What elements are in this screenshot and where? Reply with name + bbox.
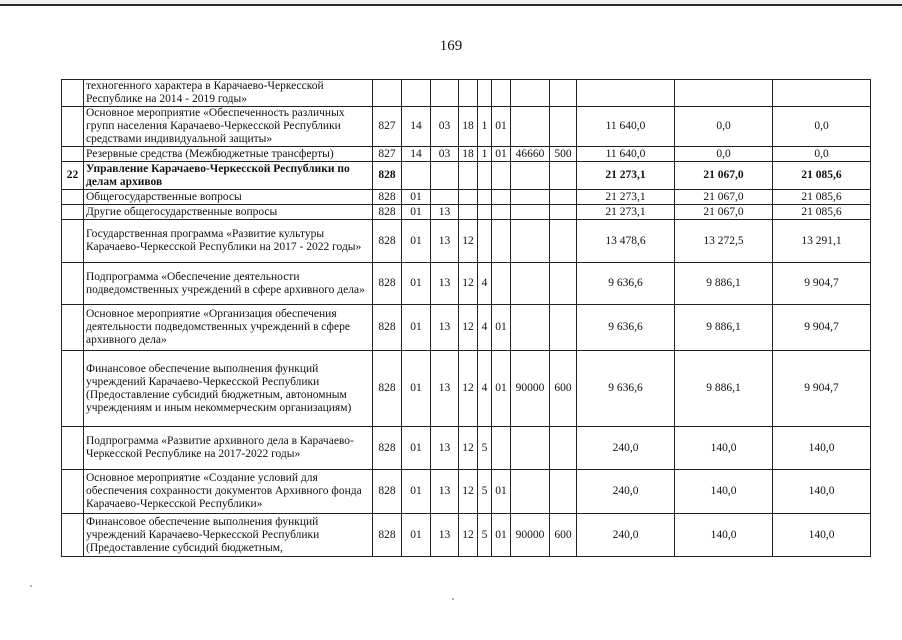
amount-year-1 xyxy=(577,80,675,107)
amount-year-2: 21 067,0 xyxy=(675,162,773,190)
code-program: 12 xyxy=(459,427,478,470)
code-activity: 01 xyxy=(492,107,511,147)
code-expense-type xyxy=(550,80,577,107)
code-subsection: 03 xyxy=(431,147,459,162)
amount-year-3: 9 904,7 xyxy=(773,305,871,351)
code-subprogram: 5 xyxy=(478,470,492,514)
table-row xyxy=(62,470,871,514)
amount-year-1: 9 636,6 xyxy=(577,263,675,305)
row-number xyxy=(62,107,84,147)
code-subsection: 13 xyxy=(431,351,459,427)
code-subsection xyxy=(431,190,459,205)
table-row xyxy=(62,162,871,190)
amount-year-1: 240,0 xyxy=(577,427,675,470)
code-direction xyxy=(511,305,550,351)
row-name: Подпрограмма «Обеспечение деятельности подведомственных учреждений в сфере архивного дела» xyxy=(84,263,373,305)
code-program xyxy=(459,162,478,190)
code-expense-type xyxy=(550,190,577,205)
row-name: Основное мероприятие «Организация обеспечения деятельности подведомственных учреждений в сфере архивного дела» xyxy=(84,305,373,351)
code-activity: 01 xyxy=(492,305,511,351)
table-row xyxy=(62,147,871,162)
code-ministry: 828 xyxy=(373,263,402,305)
code-expense-type: 500 xyxy=(550,147,577,162)
code-subsection: 13 xyxy=(431,305,459,351)
code-direction xyxy=(511,470,550,514)
code-ministry: 828 xyxy=(373,427,402,470)
code-activity: 01 xyxy=(492,470,511,514)
code-ministry: 828 xyxy=(373,190,402,205)
code-ministry: 828 xyxy=(373,470,402,514)
code-subprogram: 1 xyxy=(478,107,492,147)
code-program xyxy=(459,205,478,220)
amount-year-2: 9 886,1 xyxy=(675,351,773,427)
code-section: 01 xyxy=(402,427,431,470)
code-section: 01 xyxy=(402,351,431,427)
code-activity xyxy=(492,427,511,470)
row-name: Финансовое обеспечение выполнения функций учреждений Карачаево-Черкесской Республики (Предоставление субсидий бюджетным, автономным учреждениям и иным некоммерческим организациям) xyxy=(84,351,373,427)
code-section: 01 xyxy=(402,263,431,305)
amount-year-1: 21 273,1 xyxy=(577,190,675,205)
amount-year-2: 9 886,1 xyxy=(675,263,773,305)
amount-year-1: 9 636,6 xyxy=(577,351,675,427)
row-name: Другие общегосударственные вопросы xyxy=(84,205,373,220)
code-subsection: 13 xyxy=(431,514,459,557)
code-subprogram: 4 xyxy=(478,263,492,305)
code-section xyxy=(402,162,431,190)
code-ministry: 828 xyxy=(373,514,402,557)
row-number xyxy=(62,220,84,263)
code-program: 12 xyxy=(459,351,478,427)
code-program: 18 xyxy=(459,107,478,147)
code-direction xyxy=(511,80,550,107)
table-row xyxy=(62,220,871,263)
code-direction xyxy=(511,162,550,190)
code-section: 01 xyxy=(402,205,431,220)
amount-year-3: 13 291,1 xyxy=(773,220,871,263)
amount-year-2: 9 886,1 xyxy=(675,305,773,351)
row-number xyxy=(62,263,84,305)
code-section: 01 xyxy=(402,514,431,557)
amount-year-3: 21 085,6 xyxy=(773,205,871,220)
code-ministry: 828 xyxy=(373,205,402,220)
code-section: 14 xyxy=(402,107,431,147)
code-direction xyxy=(511,107,550,147)
row-name: Основное мероприятие «Создание условий для обеспечения сохранности документов Архивного фонда Карачаево-Черкесской Республики» xyxy=(84,470,373,514)
code-subsection: 13 xyxy=(431,427,459,470)
code-section: 01 xyxy=(402,305,431,351)
row-name: техногенного характера в Карачаево-Черкесской Республике на 2014 - 2019 годы» xyxy=(84,80,373,107)
table-row xyxy=(62,514,871,557)
code-subprogram: 5 xyxy=(478,514,492,557)
code-direction xyxy=(511,205,550,220)
code-section: 01 xyxy=(402,220,431,263)
amount-year-2 xyxy=(675,80,773,107)
amount-year-1: 21 273,1 xyxy=(577,162,675,190)
code-activity: 01 xyxy=(492,351,511,427)
code-expense-type xyxy=(550,305,577,351)
code-expense-type: 600 xyxy=(550,514,577,557)
amount-year-2: 140,0 xyxy=(675,427,773,470)
code-expense-type: 600 xyxy=(550,351,577,427)
code-program: 12 xyxy=(459,220,478,263)
amount-year-2: 140,0 xyxy=(675,514,773,557)
table-row xyxy=(62,427,871,470)
code-activity xyxy=(492,220,511,263)
amount-year-3: 140,0 xyxy=(773,470,871,514)
code-ministry: 827 xyxy=(373,147,402,162)
row-number xyxy=(62,305,84,351)
amount-year-2: 21 067,0 xyxy=(675,190,773,205)
amount-year-3: 0,0 xyxy=(773,107,871,147)
code-activity xyxy=(492,205,511,220)
code-subsection: 13 xyxy=(431,220,459,263)
code-activity xyxy=(492,80,511,107)
row-number xyxy=(62,514,84,557)
amount-year-1: 21 273,1 xyxy=(577,205,675,220)
amount-year-1: 13 478,6 xyxy=(577,220,675,263)
row-name: Управление Карачаево-Черкесской Республики по делам архивов xyxy=(84,162,373,190)
code-expense-type xyxy=(550,107,577,147)
code-subprogram xyxy=(478,190,492,205)
amount-year-2: 21 067,0 xyxy=(675,205,773,220)
amount-year-1: 240,0 xyxy=(577,470,675,514)
code-expense-type xyxy=(550,263,577,305)
code-program: 12 xyxy=(459,305,478,351)
amount-year-3: 21 085,6 xyxy=(773,162,871,190)
code-section: 01 xyxy=(402,190,431,205)
row-number: 22 xyxy=(62,162,84,190)
amount-year-2: 13 272,5 xyxy=(675,220,773,263)
code-subsection: 03 xyxy=(431,107,459,147)
code-activity: 01 xyxy=(492,514,511,557)
code-program: 12 xyxy=(459,514,478,557)
code-ministry: 828 xyxy=(373,220,402,263)
amount-year-3: 9 904,7 xyxy=(773,263,871,305)
code-section xyxy=(402,80,431,107)
code-direction: 46660 xyxy=(511,147,550,162)
code-section: 01 xyxy=(402,470,431,514)
row-number xyxy=(62,190,84,205)
code-subsection: 13 xyxy=(431,263,459,305)
budget-table xyxy=(61,79,871,557)
row-name: Государственная программа «Развитие культуры Карачаево-Черкесской Республики на 2017 - 2022 годы» xyxy=(84,220,373,263)
amount-year-3: 9 904,7 xyxy=(773,351,871,427)
row-name: Резервные средства (Межбюджетные трансферты) xyxy=(84,147,373,162)
row-name: Общегосударственные вопросы xyxy=(84,190,373,205)
row-name: Подпрограмма «Развитие архивного дела в Карачаево-Черкесской Республике на 2017-2022 годы» xyxy=(84,427,373,470)
amount-year-2: 0,0 xyxy=(675,107,773,147)
code-subprogram xyxy=(478,80,492,107)
code-expense-type xyxy=(550,220,577,263)
code-direction: 90000 xyxy=(511,351,550,427)
row-number xyxy=(62,351,84,427)
code-activity xyxy=(492,162,511,190)
code-direction xyxy=(511,190,550,205)
code-ministry: 828 xyxy=(373,162,402,190)
code-subprogram: 4 xyxy=(478,351,492,427)
row-number xyxy=(62,427,84,470)
code-direction: 90000 xyxy=(511,514,550,557)
code-subsection: 13 xyxy=(431,470,459,514)
code-program: 18 xyxy=(459,147,478,162)
code-section: 14 xyxy=(402,147,431,162)
amount-year-3: 0,0 xyxy=(773,147,871,162)
amount-year-1: 11 640,0 xyxy=(577,107,675,147)
amount-year-3: 21 085,6 xyxy=(773,190,871,205)
code-subprogram: 5 xyxy=(478,427,492,470)
amount-year-2: 140,0 xyxy=(675,470,773,514)
code-direction xyxy=(511,427,550,470)
amount-year-1: 240,0 xyxy=(577,514,675,557)
code-expense-type xyxy=(550,470,577,514)
amount-year-1: 11 640,0 xyxy=(577,147,675,162)
code-ministry: 828 xyxy=(373,351,402,427)
code-expense-type xyxy=(550,427,577,470)
table-row xyxy=(62,80,871,107)
row-number xyxy=(62,205,84,220)
amount-year-3: 140,0 xyxy=(773,427,871,470)
table-row xyxy=(62,351,871,427)
code-subprogram: 4 xyxy=(478,305,492,351)
code-program xyxy=(459,80,478,107)
code-ministry: 828 xyxy=(373,305,402,351)
code-subprogram xyxy=(478,220,492,263)
table-row xyxy=(62,263,871,305)
code-subsection xyxy=(431,80,459,107)
code-expense-type xyxy=(550,162,577,190)
amount-year-2: 0,0 xyxy=(675,147,773,162)
page-number: 169 xyxy=(439,38,463,54)
row-name: Основное мероприятие «Обеспеченность различных групп населения Карачаево-Черкесской Республики средствами индивидуальной защиты» xyxy=(84,107,373,147)
row-number xyxy=(62,147,84,162)
row-number xyxy=(62,80,84,107)
code-program: 12 xyxy=(459,470,478,514)
scan-speck xyxy=(30,585,32,587)
code-subsection: 13 xyxy=(431,205,459,220)
code-program xyxy=(459,190,478,205)
row-number xyxy=(62,470,84,514)
code-activity xyxy=(492,190,511,205)
scan-speck xyxy=(452,598,454,600)
code-expense-type xyxy=(550,205,577,220)
table-row xyxy=(62,305,871,351)
row-name: Финансовое обеспечение выполнения функций учреждений Карачаево-Черкесской Республики (Предоставление субсидий бюджетным, xyxy=(84,514,373,557)
code-subsection xyxy=(431,162,459,190)
code-subprogram: 1 xyxy=(478,147,492,162)
scan-edge-line xyxy=(0,4,902,6)
code-ministry: 827 xyxy=(373,107,402,147)
code-activity xyxy=(492,263,511,305)
amount-year-3: 140,0 xyxy=(773,514,871,557)
table-row xyxy=(62,107,871,147)
code-subprogram xyxy=(478,205,492,220)
code-direction xyxy=(511,220,550,263)
code-activity: 01 xyxy=(492,147,511,162)
amount-year-1: 9 636,6 xyxy=(577,305,675,351)
code-subprogram xyxy=(478,162,492,190)
code-program: 12 xyxy=(459,263,478,305)
amount-year-3 xyxy=(773,80,871,107)
table-row xyxy=(62,205,871,220)
code-ministry xyxy=(373,80,402,107)
table-row xyxy=(62,190,871,205)
code-direction xyxy=(511,263,550,305)
